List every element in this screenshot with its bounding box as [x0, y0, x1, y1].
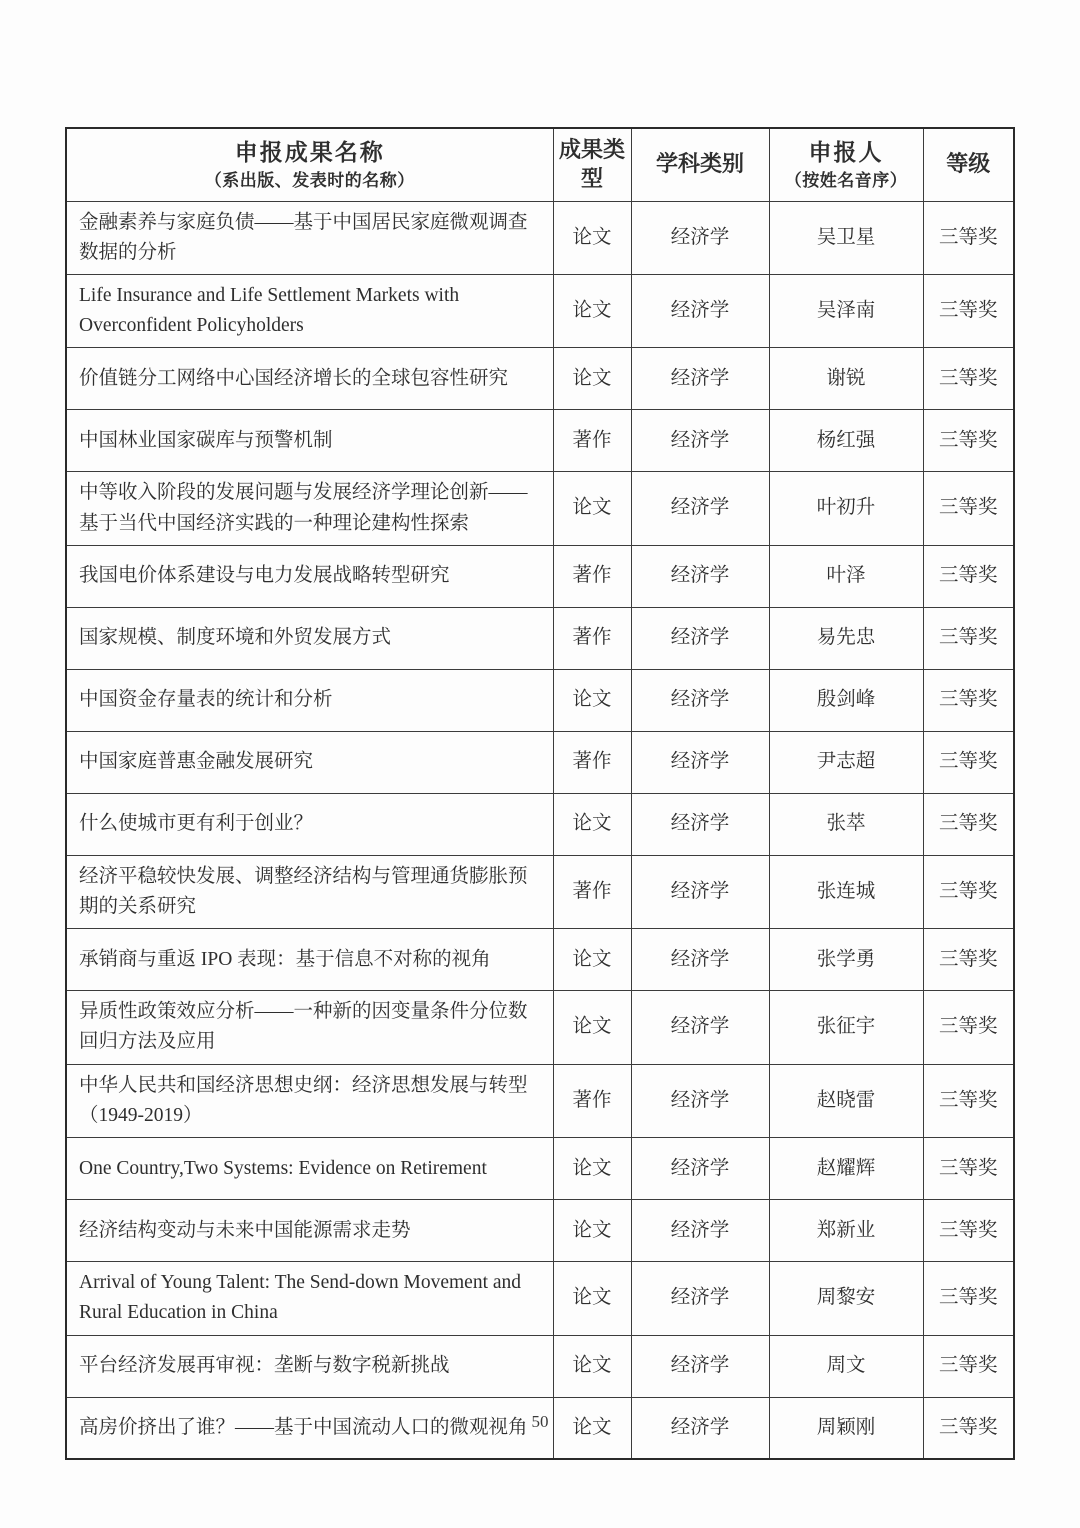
cell-subject: 经济学 [631, 1397, 769, 1459]
table-row [66, 731, 1014, 793]
cell-type: 论文 [553, 669, 631, 731]
cell-subject: 经济学 [631, 929, 769, 991]
cell-type: 论文 [553, 991, 631, 1064]
cell-applicant: 尹志超 [769, 731, 923, 793]
cell-subject: 经济学 [631, 1200, 769, 1262]
cell-grade: 三等奖 [923, 793, 1014, 855]
cell-applicant: 张连城 [769, 855, 923, 928]
cell-subject: 经济学 [631, 1138, 769, 1200]
cell-subject: 经济学 [631, 410, 769, 472]
table-row [66, 1138, 1014, 1200]
cell-applicant: 张萃 [769, 793, 923, 855]
table-row [66, 991, 1014, 1064]
cell-applicant: 周文 [769, 1335, 923, 1397]
table-row [66, 929, 1014, 991]
cell-applicant: 赵耀辉 [769, 1138, 923, 1200]
cell-type: 论文 [553, 793, 631, 855]
cell-type: 论文 [553, 929, 631, 991]
cell-grade: 三等奖 [923, 607, 1014, 669]
cell-grade: 三等奖 [923, 1138, 1014, 1200]
cell-applicant: 吴卫星 [769, 201, 923, 274]
table-row [66, 348, 1014, 410]
cell-grade: 三等奖 [923, 929, 1014, 991]
header-achievement-name-main: 申报成果名称 [234, 139, 385, 165]
cell-grade: 三等奖 [923, 1064, 1014, 1137]
cell-subject: 经济学 [631, 991, 769, 1064]
cell-type: 著作 [553, 410, 631, 472]
table-row [66, 669, 1014, 731]
cell-subject: 经济学 [631, 1262, 769, 1335]
cell-type: 论文 [553, 1335, 631, 1397]
header-subject-category: 学科类别 [631, 128, 769, 201]
cell-type: 著作 [553, 607, 631, 669]
cell-subject: 经济学 [631, 201, 769, 274]
cell-grade: 三等奖 [923, 410, 1014, 472]
cell-type: 论文 [553, 1200, 631, 1262]
cell-name: Life Insurance and Life Settlement Markets with Overconfident Policyholders [66, 274, 553, 347]
cell-applicant: 周黎安 [769, 1262, 923, 1335]
cell-name: 我国电价体系建设与电力发展战略转型研究 [66, 545, 553, 607]
cell-subject: 经济学 [631, 1335, 769, 1397]
cell-applicant: 杨红强 [769, 410, 923, 472]
cell-type: 论文 [553, 348, 631, 410]
table-body [66, 201, 1014, 1459]
cell-applicant: 叶泽 [769, 545, 923, 607]
cell-grade: 三等奖 [923, 731, 1014, 793]
cell-type: 论文 [553, 1138, 631, 1200]
cell-name: 经济结构变动与未来中国能源需求走势 [66, 1200, 553, 1262]
cell-applicant: 郑新业 [769, 1200, 923, 1262]
cell-name: 中国林业国家碳库与预警机制 [66, 410, 553, 472]
cell-type: 著作 [553, 1064, 631, 1137]
cell-grade: 三等奖 [923, 1200, 1014, 1262]
table-row [66, 1200, 1014, 1262]
cell-type: 著作 [553, 545, 631, 607]
table-row [66, 1262, 1014, 1335]
cell-name: 金融素养与家庭负债——基于中国居民家庭微观调查数据的分析 [66, 201, 553, 274]
cell-name: 中国资金存量表的统计和分析 [66, 669, 553, 731]
cell-type: 论文 [553, 472, 631, 545]
cell-name: One Country,Two Systems: Evidence on Retirement [66, 1138, 553, 1200]
table-header-row [66, 128, 1014, 201]
cell-grade: 三等奖 [923, 472, 1014, 545]
cell-subject: 经济学 [631, 793, 769, 855]
cell-type: 著作 [553, 855, 631, 928]
cell-applicant: 张学勇 [769, 929, 923, 991]
cell-subject: 经济学 [631, 1064, 769, 1137]
cell-name: 中国家庭普惠金融发展研究 [66, 731, 553, 793]
cell-type: 论文 [553, 274, 631, 347]
cell-name: 中等收入阶段的发展问题与发展经济学理论创新——基于当代中国经济实践的一种理论建构性探索 [66, 472, 553, 545]
cell-applicant: 吴泽南 [769, 274, 923, 347]
header-grade: 等级 [923, 128, 1014, 201]
table-row [66, 410, 1014, 472]
cell-name: 价值链分工网络中心国经济增长的全球包容性研究 [66, 348, 553, 410]
header-achievement-name-sub: （系出版、发表时的名称） [204, 170, 415, 190]
cell-applicant: 殷剑峰 [769, 669, 923, 731]
cell-applicant: 叶初升 [769, 472, 923, 545]
header-achievement-type: 成果类型 [553, 128, 631, 201]
cell-grade: 三等奖 [923, 991, 1014, 1064]
cell-name: 中华人民共和国经济思想史纲：经济思想发展与转型（1949-2019） [66, 1064, 553, 1137]
cell-type: 论文 [553, 1262, 631, 1335]
page-number: 50 [531, 1412, 549, 1431]
cell-grade: 三等奖 [923, 669, 1014, 731]
cell-grade: 三等奖 [923, 201, 1014, 274]
cell-type: 论文 [553, 1397, 631, 1459]
header-applicant-sub: （按姓名音序） [784, 170, 908, 190]
cell-name: 高房价挤出了谁？——基于中国流动人口的微观视角 [66, 1397, 553, 1459]
cell-name: 承销商与重返 IPO 表现：基于信息不对称的视角 [66, 929, 553, 991]
cell-subject: 经济学 [631, 607, 769, 669]
cell-subject: 经济学 [631, 472, 769, 545]
cell-grade: 三等奖 [923, 855, 1014, 928]
table-row [66, 793, 1014, 855]
table-row [66, 545, 1014, 607]
cell-name: Arrival of Young Talent: The Send-down Movement and Rural Education in China [66, 1262, 553, 1335]
cell-subject: 经济学 [631, 348, 769, 410]
table-row [66, 472, 1014, 545]
table-row [66, 1335, 1014, 1397]
table-row [66, 274, 1014, 347]
cell-name: 平台经济发展再审视：垄断与数字税新挑战 [66, 1335, 553, 1397]
header-applicant-main: 申报人 [808, 139, 884, 165]
cell-grade: 三等奖 [923, 274, 1014, 347]
cell-subject: 经济学 [631, 669, 769, 731]
cell-grade: 三等奖 [923, 1397, 1014, 1459]
cell-applicant: 易先忠 [769, 607, 923, 669]
cell-name: 经济平稳较快发展、调整经济结构与管理通货膨胀预期的关系研究 [66, 855, 553, 928]
table-row [66, 607, 1014, 669]
table-row [66, 1064, 1014, 1137]
cell-applicant: 赵晓雷 [769, 1064, 923, 1137]
header-achievement-name [66, 128, 553, 201]
cell-name: 什么使城市更有利于创业？ [66, 793, 553, 855]
cell-subject: 经济学 [631, 274, 769, 347]
cell-name: 国家规模、制度环境和外贸发展方式 [66, 607, 553, 669]
cell-name: 异质性政策效应分析——一种新的因变量条件分位数回归方法及应用 [66, 991, 553, 1064]
header-applicant [769, 128, 923, 201]
cell-grade: 三等奖 [923, 348, 1014, 410]
table-row [66, 855, 1014, 928]
cell-subject: 经济学 [631, 855, 769, 928]
cell-subject: 经济学 [631, 731, 769, 793]
cell-applicant: 张征宇 [769, 991, 923, 1064]
award-results-table [65, 127, 1015, 1460]
cell-grade: 三等奖 [923, 545, 1014, 607]
cell-type: 论文 [553, 201, 631, 274]
cell-subject: 经济学 [631, 545, 769, 607]
cell-grade: 三等奖 [923, 1335, 1014, 1397]
cell-applicant: 周颖刚 [769, 1397, 923, 1459]
cell-type: 著作 [553, 731, 631, 793]
cell-grade: 三等奖 [923, 1262, 1014, 1335]
cell-applicant: 谢锐 [769, 348, 923, 410]
table-row [66, 201, 1014, 274]
